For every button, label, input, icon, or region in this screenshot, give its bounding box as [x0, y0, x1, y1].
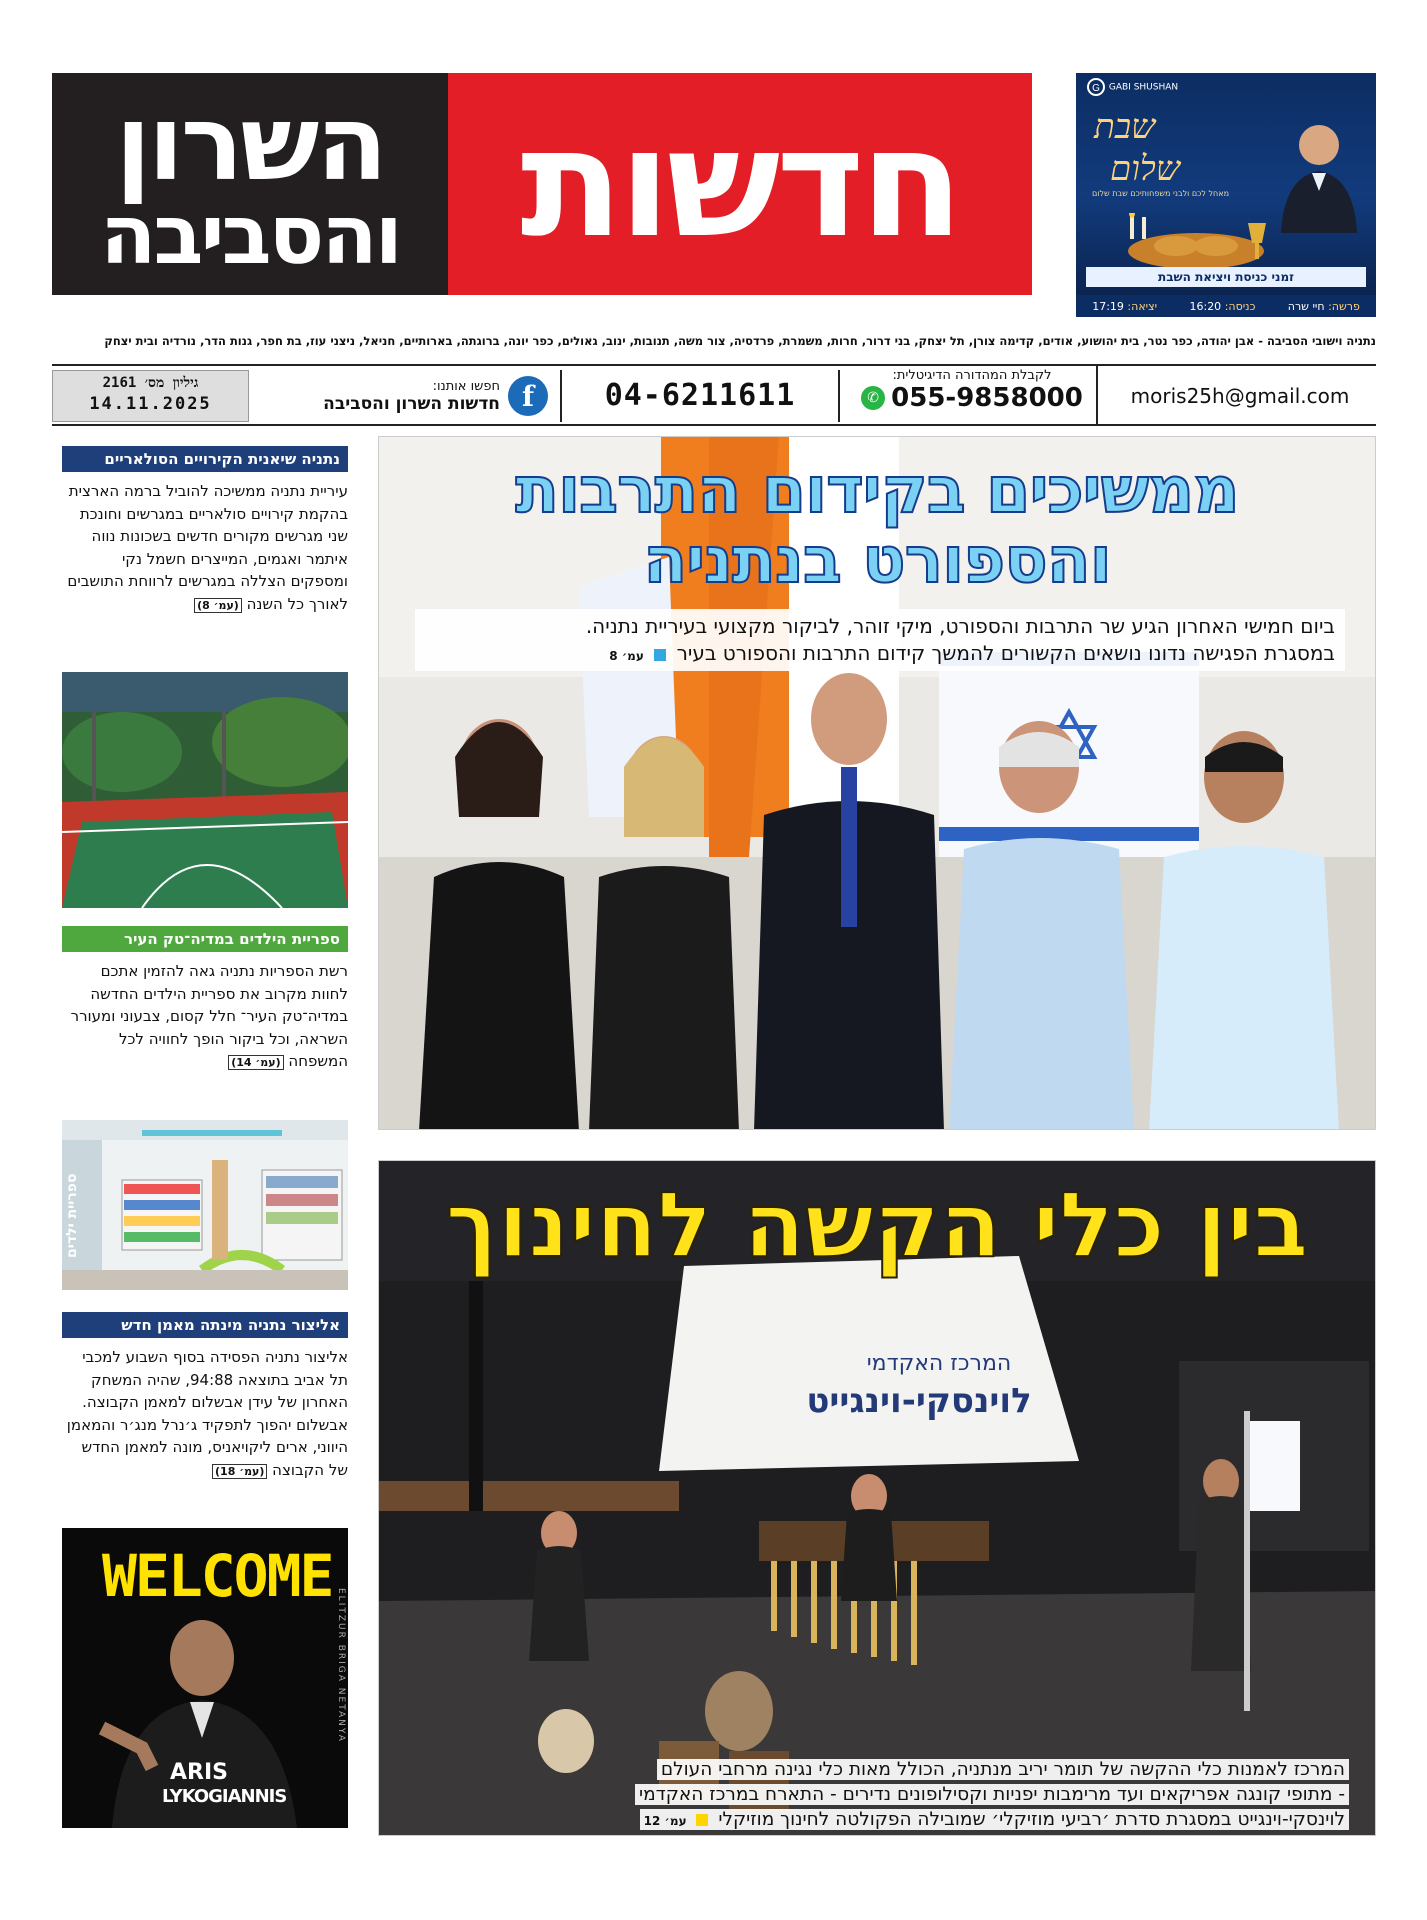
whatsapp-icon: ✆ — [861, 386, 885, 410]
exit-label: יציאה: — [1127, 299, 1158, 313]
digital-edition-label: לקבלת המהדורה הדיגיטלית: — [892, 368, 1052, 383]
sidebar-ref-elitzur[interactable]: (עמ׳ 18) — [212, 1464, 267, 1479]
story1-lead — [415, 609, 1345, 671]
shabbat-ad[interactable] — [1076, 73, 1376, 295]
story1-ref[interactable]: עמ׳ 8 — [609, 649, 644, 663]
ad-banner: זמני כניסת ויציאת השבת — [1086, 267, 1366, 287]
ad-challah-image — [1116, 213, 1276, 273]
story1-lead-line1: ביום חמישי האחרון הגיע שר התרבות והספורט, מיקי זוהר, לביקור מקצועי בעיריית נתניה. — [585, 614, 1335, 638]
entry-value: 16:20 — [1189, 299, 1222, 313]
masthead-secondary-line2: והסביבה — [100, 188, 400, 283]
poster-name-1: ARIS — [170, 1760, 228, 1785]
sidebar-text-solar — [62, 480, 348, 617]
facebook-icon[interactable]: f — [508, 376, 548, 416]
backdrop-line1: המרכז האקדמי — [866, 1351, 1012, 1376]
ad-person-photo — [1276, 115, 1362, 233]
story2-caption-line3: לוינסקי-וינגייט במסגרת סדרת ׳רביעי מוזיקלי׳ שמובילה הפקולטה לחינוך מוזיקלי — [718, 1809, 1345, 1830]
masthead-main-block — [448, 73, 1032, 295]
parasha-value: חיי שרה — [1287, 299, 1325, 313]
places-strip: נתניה וישובי הסביבה - אבן יהודה, כפר נטר, בית יהושוע, אודים, קדימה צורן, תל יצחק, בני דרור, חרות, משמרת, פרדסיה, צור משה, תנובות, ינוב, גאולים, כפר יונה, ברוגתה, בארותיים, חניאל, ניצני עוז, בת חפר, גנות הדר, נורדיה ובית יצחק — [104, 334, 1376, 348]
poster-welcome: WELCOME — [102, 1542, 333, 1610]
sidebar-text-elitzur — [62, 1346, 348, 1483]
main-story-percussion[interactable] — [378, 1160, 1376, 1836]
story2-caption — [449, 1757, 1349, 1834]
facebook-label: חפשו אותנו: — [432, 378, 500, 394]
ad-brand-logo — [1086, 77, 1196, 107]
coach-poster — [62, 1528, 348, 1828]
story1-lead-line2: במסגרת הפגישה נדונו נושאים הקשורים להמשך קידום התרבות והספורט בעיר — [676, 641, 1335, 665]
main-story-culture[interactable] — [378, 436, 1376, 1130]
poster-side-text: ELITZUR BRIGA NETANYA — [336, 1588, 346, 1743]
library-sign-text: ספריית ילדים — [64, 1173, 80, 1259]
story1-headline-line1[interactable]: ממשיכים בקידום התרבות — [515, 454, 1239, 528]
story2-ref[interactable]: עמ׳ 12 — [643, 1814, 687, 1828]
whatsapp-phone[interactable]: 055-9858000 — [891, 383, 1083, 413]
facebook-name: חדשות השרון והסביבה — [323, 393, 500, 414]
library-photo — [62, 1120, 348, 1290]
sidebar-body-elitzur: אליצור נתניה הפסידה בסוף השבוע למכבי תל אביב בתוצאה 94:88, שהיה המשחק האחרון של עידן אבשלום למאמן הקבוצה. אבשלום יהפוך לתפקיד ג׳נרל מנג׳ר והמאמן היווני, ארים ליקויאניס, מונה למאמן החדש של הקבוצה — [66, 1348, 348, 1479]
parasha-label: פרשה: — [1328, 299, 1360, 313]
svg-text:G: G — [1092, 83, 1100, 94]
exit-value: 17:19 — [1092, 299, 1124, 313]
story2-headline[interactable]: בין כלי הקשה לחינוך — [445, 1173, 1309, 1278]
issue-date: 14.11.2025 — [89, 394, 212, 414]
contact-email[interactable]: moris25h@gmail.com — [1130, 384, 1350, 408]
poster-name-2: LYKOGIANNIS — [162, 1786, 287, 1807]
masthead-title: חדשות — [520, 97, 960, 271]
sidebar-body-library: רשת הספריות נתניה גאה להזמין אתכם לחוות מקרוב את ספריית הילדים החדשה במדיה־טק העיר־ חלל קסום, צבעוני ומעורר השראה, וכל ביקור הופך לחוויה לכל המשפחה — [70, 962, 348, 1070]
story1-ref-square — [654, 649, 666, 661]
sidebar-heading-elitzur[interactable]: אליצור נתניה מינתה מאמן חדש — [62, 1312, 348, 1338]
ad-title-line2: שלום — [1110, 149, 1180, 189]
whatsapp-box[interactable] — [848, 366, 1098, 426]
ad-title-line1: שבת — [1094, 107, 1156, 147]
issue-box — [52, 370, 249, 422]
office-phone[interactable]: 04-6211611 — [560, 370, 840, 422]
entry-label: כניסה: — [1224, 299, 1256, 313]
facebook-box[interactable] — [252, 370, 552, 422]
sidebar — [52, 436, 348, 1836]
masthead-secondary-line1: השרון — [115, 82, 385, 204]
ad-subtitle: מאחל לכם ולבני משפחותיכם שבת שלום — [1092, 189, 1230, 198]
story1-headline-line2[interactable]: והספורט בנתניה — [643, 524, 1111, 598]
ad-times-bar — [1076, 295, 1376, 317]
sidebar-heading-solar[interactable]: נתניה שיאנית הקירויים הסולאריים — [62, 446, 348, 472]
sidebar-text-library — [62, 960, 348, 1075]
sidebar-heading-library[interactable]: ספריית הילדים במדיה־טק העיר — [62, 926, 348, 952]
story2-caption-line2: - מתופי קונגה אפריקאים ועד מרימבות יפניות וקסילופונים נדירים - התארח במרכז האקדמי — [635, 1784, 1349, 1805]
ad-brand-name: GABI SHUSHAN — [1108, 82, 1179, 93]
sidebar-ref-solar[interactable]: (עמ׳ 8) — [194, 598, 242, 613]
masthead-secondary-block — [52, 73, 448, 295]
sidebar-ref-library[interactable]: (עמ׳ 14) — [228, 1055, 283, 1070]
backdrop-line2: לוינסקי-וינגייט — [806, 1381, 1032, 1421]
sidebar-body-solar: עיריית נתניה ממשיכה להוביל ברמה הארצית בהקמת קירויים סולאריים במגרשים וחונכת שני מגרשים מקורים חדשים בשכונות נווה איתמר ואגמים, המייצרים חשמל נקי ומספקים הצללה במגרשים לרווחת התושבים לאורך כל השנה — [67, 482, 348, 613]
story2-caption-line1: המרכז לאמנות כלי ההקשה של תומר יריב מנתניה, הכולל מאות כלי נגינה מרחבי העולם — [657, 1759, 1349, 1780]
solar-court-photo — [62, 672, 348, 908]
story2-ref-square — [696, 1814, 708, 1826]
issue-number: גיליון מס׳ 2161 — [102, 375, 199, 391]
